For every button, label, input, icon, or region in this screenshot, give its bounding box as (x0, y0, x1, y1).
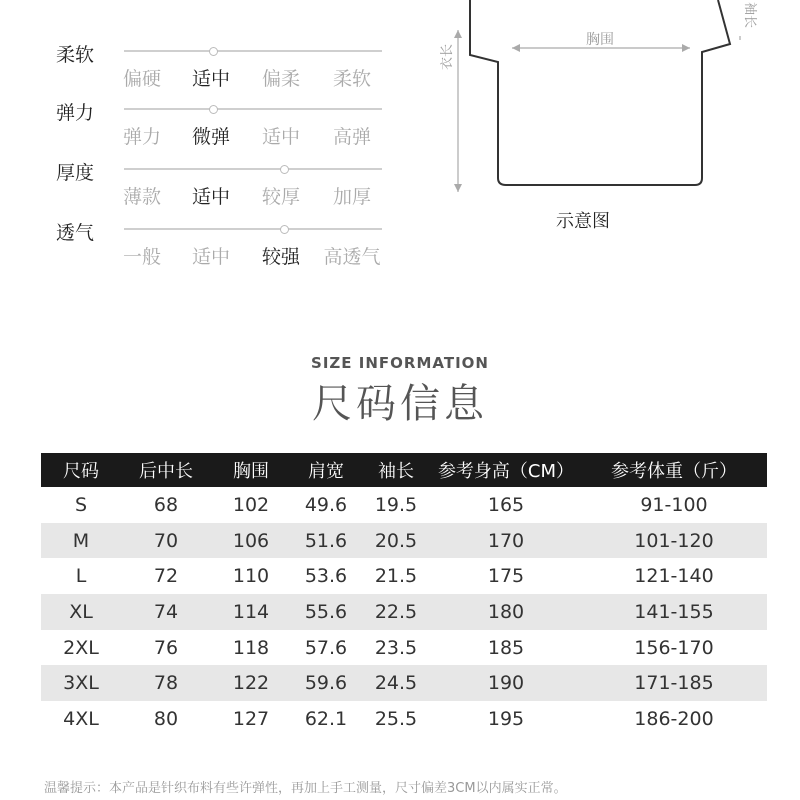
table-cell: 171-185 (581, 665, 767, 701)
tshirt-outline (470, 0, 730, 185)
measurement-note: 温馨提示：本产品是针织布料有些许弹性，再加上手工测量，尺寸偏差3CM以内属实正常。 (44, 781, 567, 796)
size-table-header (41, 453, 767, 487)
table-cell: 2XL (63, 636, 99, 659)
chest-label: 胸围 (586, 32, 614, 48)
table-cell: 55.6 (291, 594, 361, 630)
table-cell: 74 (121, 594, 211, 630)
column-header: 袖长 (361, 453, 431, 487)
table-cell: 101-120 (581, 523, 767, 559)
table-cell: 49.6 (304, 493, 348, 516)
attr-label: 厚度 (56, 162, 95, 184)
table-cell: 122 (211, 665, 291, 701)
table-cell: L (75, 565, 87, 588)
table-cell: 68 (153, 493, 179, 516)
table-cell: 190 (431, 665, 581, 701)
table-row (41, 594, 767, 630)
attr-label: 透气 (56, 222, 95, 244)
table-row (41, 487, 767, 523)
table-cell: 106 (211, 523, 291, 559)
table-cell: 20.5 (361, 523, 431, 559)
table-cell: 23.5 (374, 636, 418, 659)
attr-scale-marker (209, 105, 218, 114)
attr-scale-line (124, 168, 382, 170)
table-cell: 80 (153, 707, 179, 730)
attr-option: 适中 (191, 186, 230, 208)
column-header: 尺码 (41, 453, 121, 487)
table-cell: 186-200 (634, 707, 714, 730)
table-cell: 121-140 (634, 565, 714, 588)
table-cell: 165 (487, 493, 525, 516)
size-table (41, 453, 767, 737)
table-cell: 175 (487, 565, 525, 588)
table-cell: 180 (431, 594, 581, 630)
attr-option: 加厚 (332, 186, 371, 208)
attr-scale-marker (280, 165, 289, 174)
attr-label: 弹力 (56, 102, 95, 124)
table-cell: 22.5 (361, 594, 431, 630)
table-cell: 141-155 (581, 594, 767, 630)
table-cell: 127 (232, 707, 270, 730)
attr-option: 弹力 (122, 126, 161, 148)
attr-option: 一般 (122, 246, 161, 268)
table-row (41, 558, 767, 594)
attr-option: 柔软 (332, 68, 371, 90)
column-header: 胸围 (211, 453, 291, 487)
table-cell: 21.5 (374, 565, 418, 588)
table-row (41, 701, 767, 737)
table-cell: 72 (153, 565, 179, 588)
table-cell: 110 (232, 565, 270, 588)
attr-option: 偏柔 (261, 68, 300, 90)
attr-option: 高透气 (323, 246, 381, 268)
attr-scale-line (124, 108, 382, 110)
attr-option: 适中 (191, 246, 230, 268)
table-cell: 170 (431, 523, 581, 559)
table-cell: 195 (487, 707, 525, 730)
table-cell: 185 (487, 636, 525, 659)
attr-label: 柔软 (56, 44, 95, 66)
table-cell: 4XL (63, 707, 99, 730)
table-cell: 53.6 (304, 565, 348, 588)
table-cell: 59.6 (291, 665, 361, 701)
table-cell: 76 (153, 636, 179, 659)
table-cell: 57.6 (304, 636, 348, 659)
table-row (41, 665, 767, 701)
attr-option: 适中 (261, 126, 300, 148)
column-header: 参考身高（CM） (431, 453, 581, 487)
diagram-caption: 示意图 (556, 211, 610, 232)
attr-scale-line (124, 50, 382, 52)
table-cell: 78 (121, 665, 211, 701)
column-header: 肩宽 (291, 453, 361, 487)
table-cell: 91-100 (640, 493, 708, 516)
attr-option: 较厚 (261, 186, 300, 208)
table-row (41, 630, 767, 666)
attr-scale-marker (209, 47, 218, 56)
attr-option: 较强 (261, 246, 300, 268)
attr-option: 薄款 (122, 186, 161, 208)
size-info-english-title: SIZE INFORMATION (311, 354, 489, 372)
table-cell: 114 (211, 594, 291, 630)
column-header: 参考体重（斤） (581, 453, 767, 487)
column-header: 后中长 (121, 453, 211, 487)
attr-option: 微弹 (191, 126, 230, 148)
attr-scale-marker (280, 225, 289, 234)
table-cell: XL (41, 594, 121, 630)
attr-option: 高弹 (332, 126, 371, 148)
table-cell: 3XL (41, 665, 121, 701)
attr-option: 偏硬 (122, 68, 161, 90)
attr-option: 适中 (191, 68, 230, 90)
table-cell: 25.5 (374, 707, 418, 730)
table-cell: 102 (232, 493, 270, 516)
table-cell: M (41, 523, 121, 559)
table-cell: 19.5 (374, 493, 418, 516)
table-cell: 70 (121, 523, 211, 559)
sleeve-label: 袖长 (742, 2, 757, 29)
table-cell: 51.6 (291, 523, 361, 559)
table-cell: 62.1 (304, 707, 348, 730)
table-cell: 24.5 (361, 665, 431, 701)
table-row (41, 523, 767, 559)
table-cell: 156-170 (634, 636, 714, 659)
table-cell: S (74, 493, 88, 516)
table-cell: 118 (232, 636, 270, 659)
attr-scale-line (124, 228, 382, 230)
size-info-title: 尺码信息 (312, 381, 488, 427)
length-label: 衣长 (440, 43, 455, 70)
